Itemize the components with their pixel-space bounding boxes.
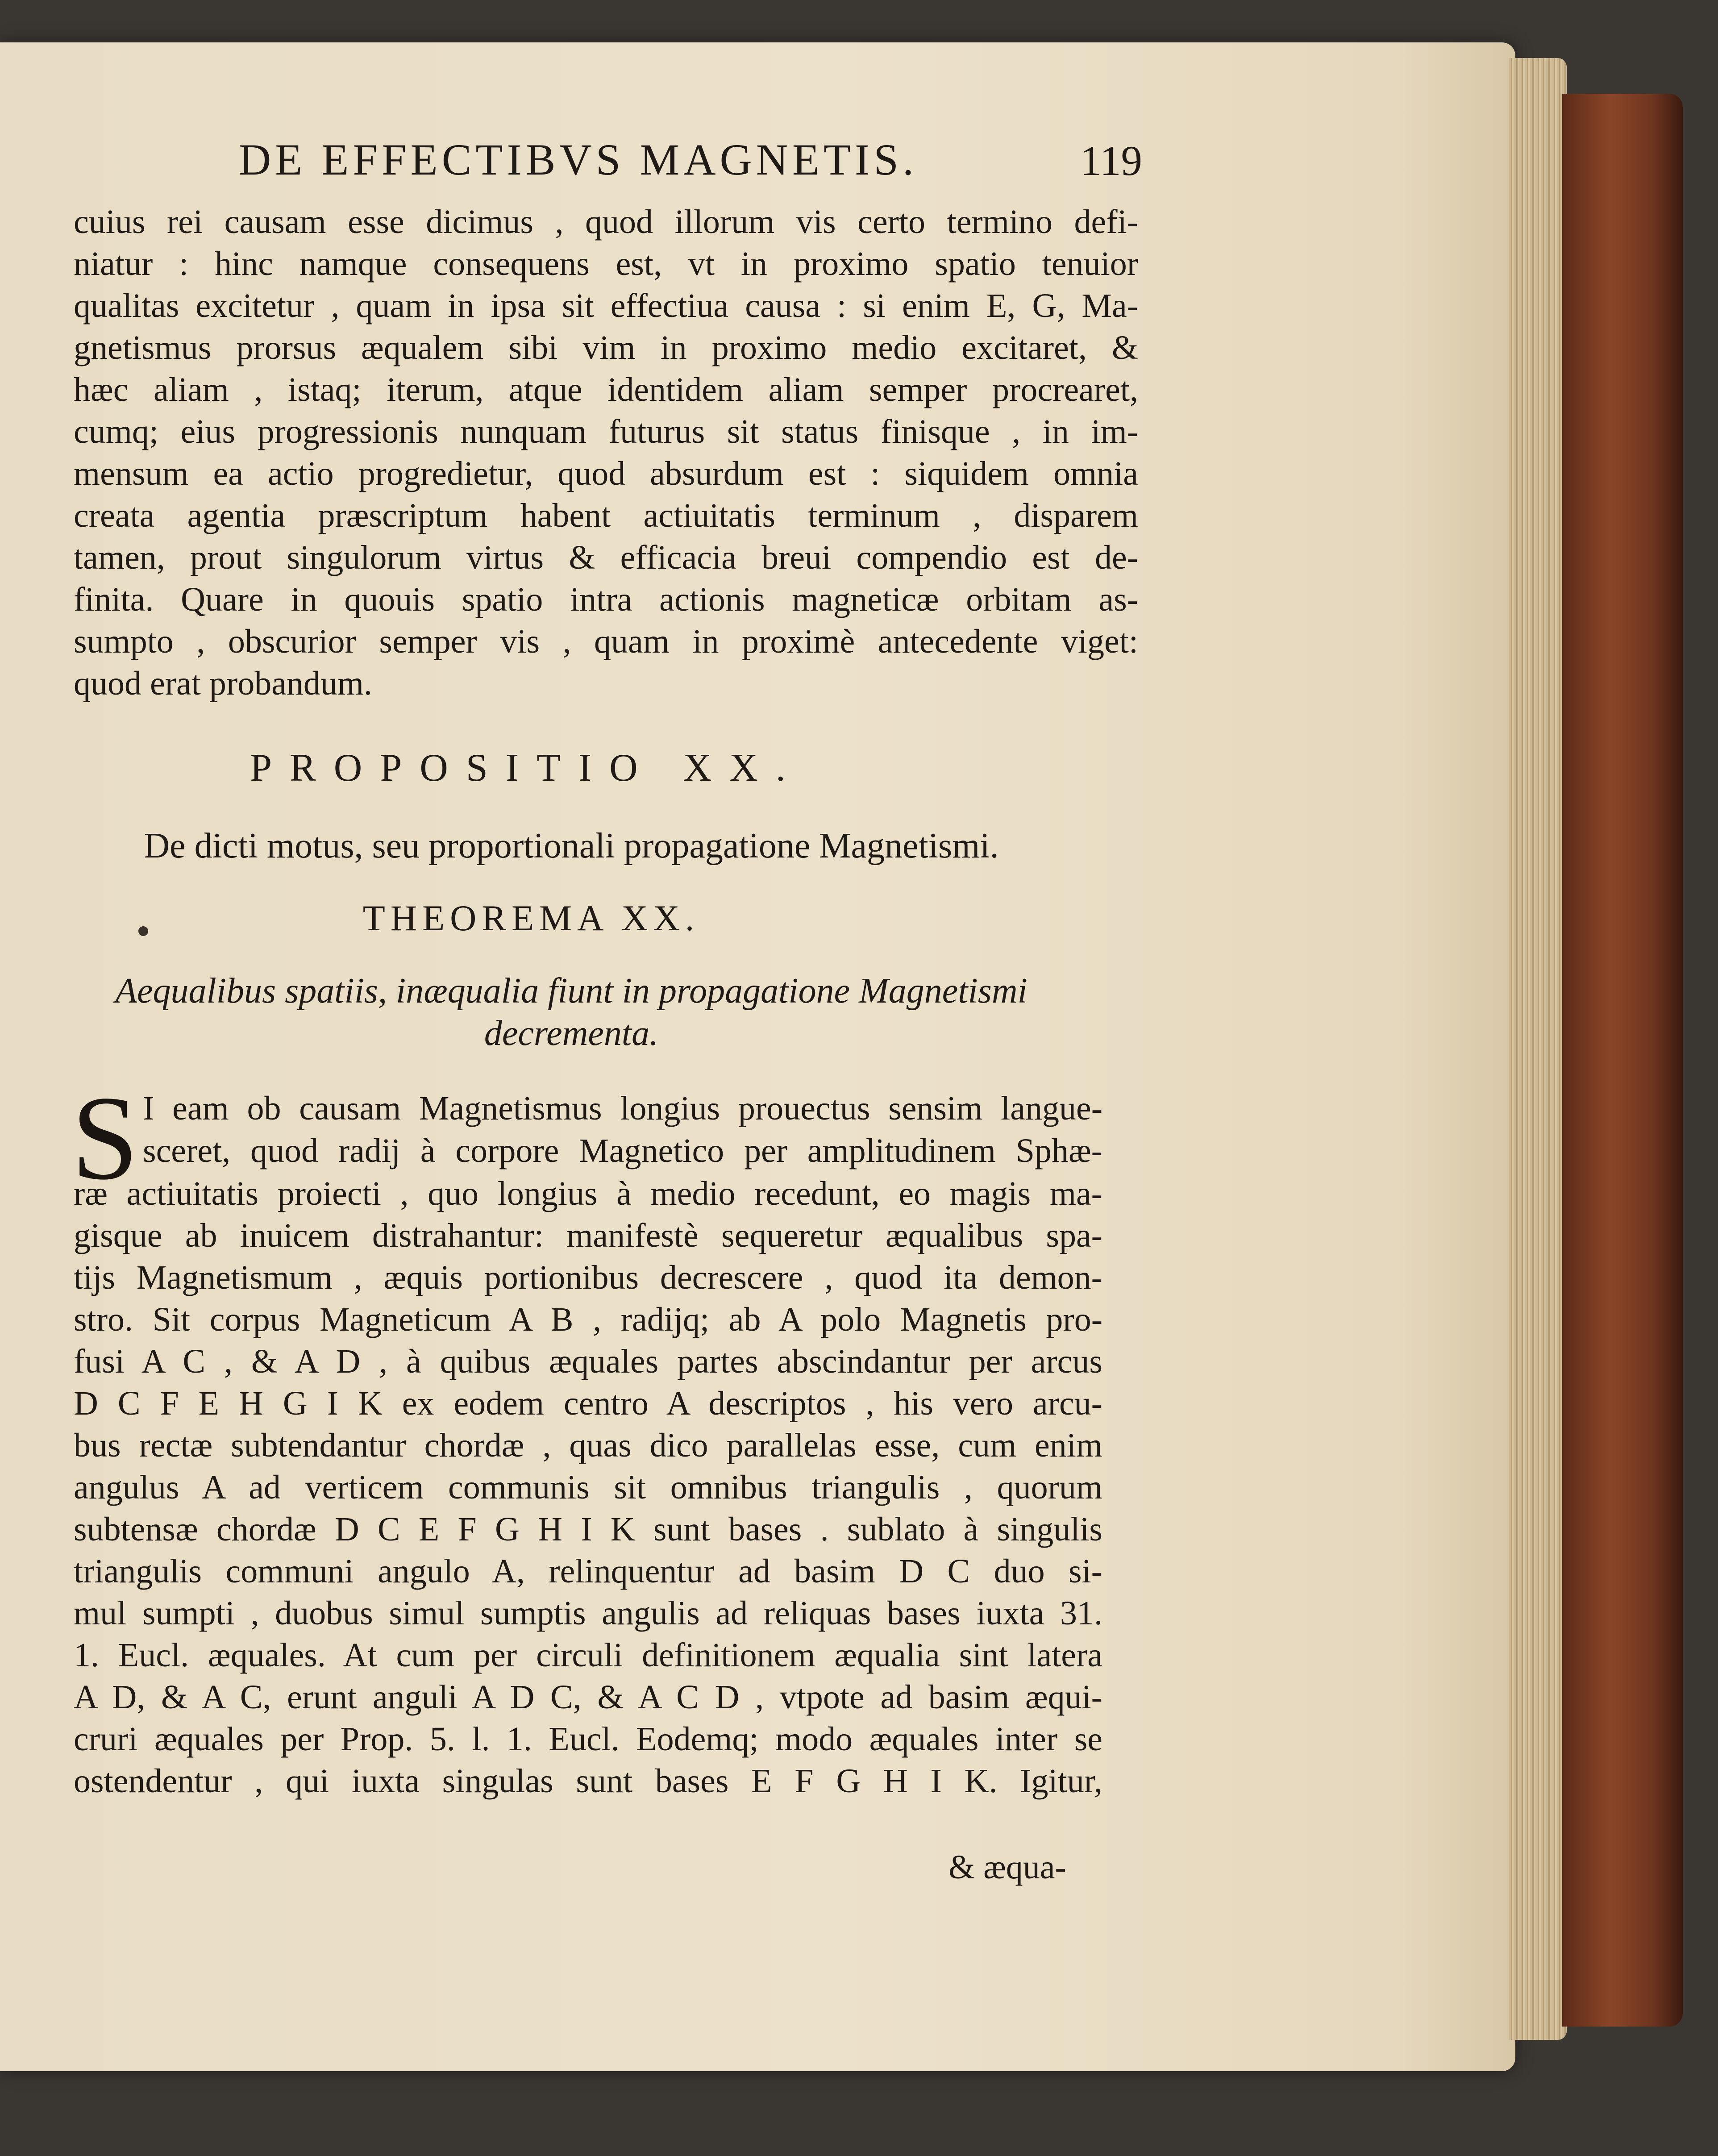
text-line: creata agentia præscriptum habent actiuitatis terminum , disparem	[74, 497, 1138, 534]
text-line: cruri æquales per Prop. 5. l. 1. Eucl. Eodemq; modo æquales inter se	[74, 1720, 1102, 1758]
text-line: gisque ab inuicem distrahantur: manifestè sequeretur æqualibus spa-	[74, 1217, 1102, 1254]
text-line: 1. Eucl. æquales. At cum per circuli definitionem æqualia sint latera	[74, 1636, 1102, 1674]
text-line: bus rectæ subtendantur chordæ , quas dico parallelas esse, cum enim	[74, 1427, 1102, 1464]
text-line: tamen, prout singulorum virtus & efficacia breui compendio est de-	[74, 539, 1138, 576]
page-header	[74, 134, 1142, 192]
text-line: mensum ea actio progredietur, quod absurdum est : siquidem omnia	[74, 455, 1138, 492]
text-line: ræ actiuitatis proiecti , quo longius à medio recedunt, eo magis ma-	[74, 1175, 1102, 1212]
text-line: stro. Sit corpus Magneticum A B , radijq; ab A polo Magnetis pro-	[74, 1301, 1102, 1338]
theorem-statement: Aequalibus spatiis, inæqualia fiunt in propagatione Magnetismi	[115, 971, 1027, 1011]
text-line: sceret, quod radij à corpore Magnetico per amplitudinem Sphæ-	[143, 1132, 1102, 1170]
text-line: hæc aliam , istaq; iterum, atque identidem aliam semper procrearet,	[74, 371, 1138, 408]
text-line: D C F E H G I K ex eodem centro A descriptos , his vero arcu-	[74, 1385, 1102, 1422]
drop-capital: S	[71, 1071, 139, 1205]
text-line: sumpto , obscurior semper vis , quam in proximè antecedente viget:	[74, 623, 1138, 660]
text-line: tijs Magnetismum , æquis portionibus decrescere , quod ita demon-	[74, 1259, 1102, 1296]
text-line: qualitas excitetur , quam in ipsa sit effectiua causa : si enim E, G, Ma-	[74, 287, 1138, 325]
text-line: subtensæ chordæ D C E F G H I K sunt bases . sublato à singulis	[74, 1511, 1102, 1548]
text-line: triangulis communi angulo A, relinquentur ad basim D C duo si-	[74, 1552, 1102, 1590]
text-line: ostendentur , qui iuxta singulas sunt bases E F G H I K. Igitur,	[74, 1762, 1102, 1800]
text-line: angulus A ad verticem communis sit omnibus triangulis , quorum	[74, 1469, 1102, 1506]
text-line: I eam ob causam Magnetismus longius prouectus sensim langue-	[143, 1090, 1102, 1127]
text-line: gnetismus prorsus æqualem sibi vim in proximo medio excitaret, &	[74, 329, 1138, 366]
leather-binding	[1562, 94, 1683, 2027]
text-line: mul sumpti , duobus simul sumptis angulis ad reliquas bases iuxta 31.	[74, 1594, 1102, 1632]
text-line: finita. Quare in quouis spatio intra actionis magneticæ orbitam as-	[74, 581, 1138, 618]
text-line: cuius rei causam esse dicimus , quod illorum vis certo termino defi-	[74, 203, 1138, 241]
proposition-subtitle: De dicti motus, seu proportionali propagatione Magnetismi.	[144, 826, 999, 866]
paragraph-continued	[74, 201, 1138, 704]
catchword: & æqua-	[948, 1848, 1066, 1886]
running-title: DE EFFECTIBVS MAGNETIS.	[239, 135, 918, 184]
proposition-heading: PROPOSITIO XX.	[250, 746, 803, 790]
page-fore-edge	[1509, 58, 1567, 2040]
text-line: A D, & A C, erunt anguli A D C, & A C D , vtpote ad basim æqui-	[74, 1678, 1102, 1716]
theorem-heading: THEOREMA XX.	[362, 898, 700, 938]
ink-dot-ornament	[138, 926, 148, 936]
theorem-statement: decrementa.	[484, 1014, 659, 1053]
text-line: niatur : hinc namque consequens est, vt in proximo spatio tenuior	[74, 245, 1138, 283]
proof-paragraph	[74, 1173, 1102, 1802]
dropcap-lines	[143, 1087, 1102, 1172]
page-number: 119	[1080, 137, 1142, 184]
text-line: quod erat probandum.	[74, 665, 373, 702]
text-line: fusi A C , & A D , à quibus æquales partes abscindantur per arcus	[74, 1343, 1102, 1380]
text-line: cumq; eius progressionis nunquam futurus sit status finisque , in im-	[74, 413, 1138, 450]
